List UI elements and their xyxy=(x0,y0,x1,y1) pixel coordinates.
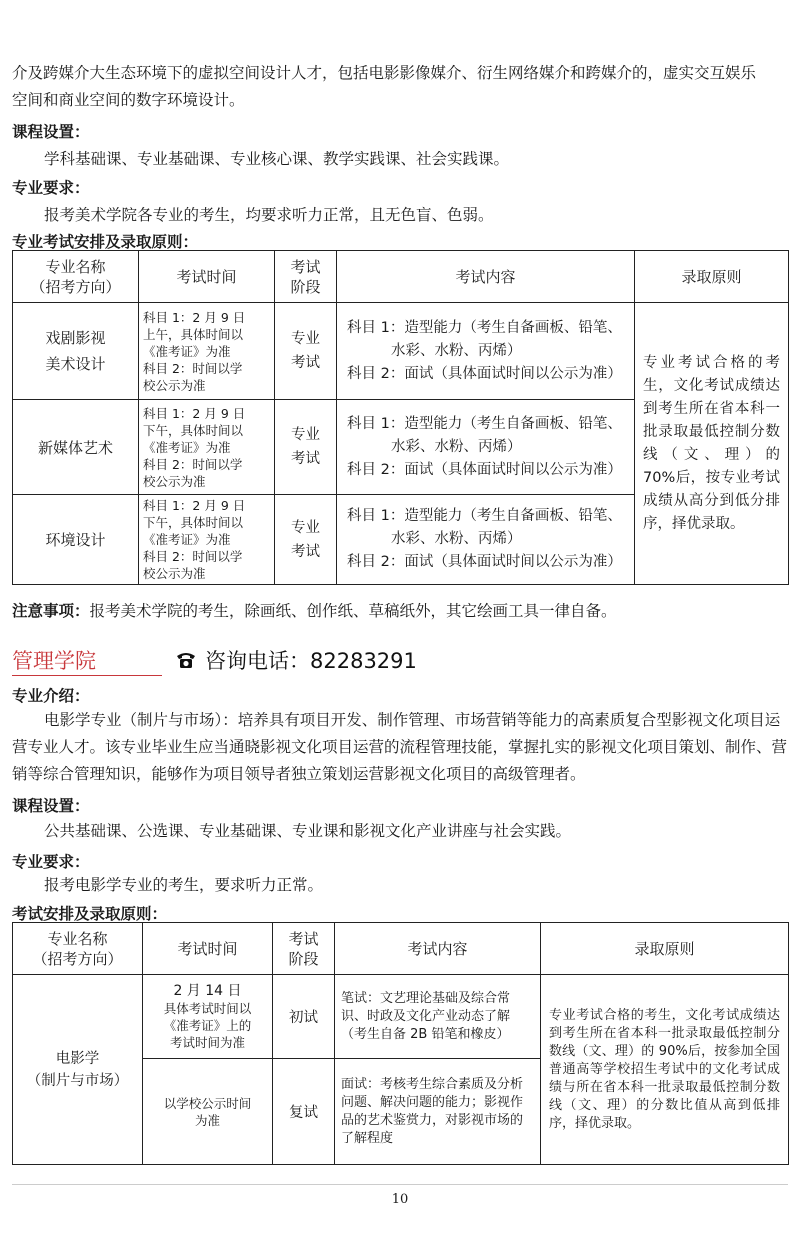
note-paragraph xyxy=(12,598,792,625)
header-time: 考试时间 xyxy=(143,923,273,975)
intro-paragraph xyxy=(12,60,792,114)
content-cell: 笔试：文艺理论基础及综合常识、时政及文化产业动态了解（考生自备 2B 铅笔和橡皮） xyxy=(335,975,541,1059)
phone-label: 咨询电话： xyxy=(205,649,310,673)
time-cell: 以学校公示时间 为准 xyxy=(143,1059,273,1165)
requirement-heading: 专业要求： xyxy=(12,179,90,197)
content-cell: 科目 1：造型能力（考生自备画板、铅笔、 水彩、水粉、丙烯） 科目 2：面试（具体面试时间以公示为准） xyxy=(337,303,635,400)
header-major: 专业名称 （招考方向） xyxy=(13,923,143,975)
course-text: 公共基础课、公选课、专业基础课、专业课和影视文化产业讲座与社会实践。 xyxy=(44,822,572,840)
phone-line xyxy=(175,645,417,675)
intro-heading: 专业介绍： xyxy=(12,687,90,705)
exam-heading: 专业考试安排及录取原则： xyxy=(12,233,199,251)
header-stage: 考试 阶段 xyxy=(273,923,335,975)
time-cell: 2 月 14 日 具体考试时间以 《准考证》上的 考试时间为准 xyxy=(143,975,273,1059)
stage-cell: 初试 xyxy=(273,975,335,1059)
header-major: 专业名称 （招考方向） xyxy=(13,251,139,303)
principle-cell: 专业考试合格的考生，文化考试成绩达到考生所在省本科一批录取最低控制分数线（文、理）的 70%后，按专业考试成绩从高分到低分排序，择优录取。 xyxy=(635,303,789,585)
intro-line: 空间和商业空间的数字环境设计。 xyxy=(12,91,245,109)
department-title: 管理学院 xyxy=(12,649,96,673)
exam-heading: 考试安排及录取原则： xyxy=(12,905,168,923)
time-cell: 科目 1：2 月 9 日 上午，具体时间以 《准考证》为准 科目 2：时间以学 校公示为准 xyxy=(139,303,275,400)
header-stage: 考试 阶段 xyxy=(275,251,337,303)
intro-line: 介及跨媒介大生态环境下的虚拟空间设计人才，包括电影影像媒介、衍生网络媒介和跨媒介的，虚实交互娱乐 xyxy=(12,64,757,82)
table-row xyxy=(13,303,789,400)
page-number: 10 xyxy=(391,1192,409,1207)
stage-cell: 专业 考试 xyxy=(275,400,337,495)
major-cell: 新媒体艺术 xyxy=(13,400,139,495)
content-cell: 科目 1：造型能力（考生自备画板、铅笔、 水彩、水粉、丙烯） 科目 2：面试（具体面试时间以公示为准） xyxy=(337,400,635,495)
requirement-heading: 专业要求： xyxy=(12,853,90,871)
header-principle: 录取原则 xyxy=(635,251,789,303)
footer-rule xyxy=(12,1184,788,1185)
intro-text: 电影学专业（制片与市场）：培养具有项目开发、制作管理、市场营销等能力的高素质复合型影视文化项目运营专业人才。该专业毕业生应当通晓影视文化项目运营的流程管理技能，掌握扎实的影视文化项目策划、制作、营销等综合管理知识，能够作为项目领导者独立策划运营影视文化项目的高级管理者。 xyxy=(12,711,788,783)
stage-cell: 专业 考试 xyxy=(275,495,337,585)
content-cell: 科目 1：造型能力（考生自备画板、铅笔、 水彩、水粉、丙烯） 科目 2：面试（具体面试时间以公示为准） xyxy=(337,495,635,585)
table-header-row xyxy=(13,923,789,975)
telephone-icon xyxy=(175,650,197,670)
exam-table-art xyxy=(12,250,789,585)
time-cell: 科目 1：2 月 9 日 下午，具体时间以 《准考证》为准 科目 2：时间以学 校公示为准 xyxy=(139,400,275,495)
department-underline xyxy=(12,675,162,676)
header-content: 考试内容 xyxy=(337,251,635,303)
course-heading: 课程设置： xyxy=(12,123,90,141)
stage-cell: 专业 考试 xyxy=(275,303,337,400)
header-content: 考试内容 xyxy=(335,923,541,975)
major-cell: 环境设计 xyxy=(13,495,139,585)
principle-cell: 专业考试合格的考生，文化考试成绩达到考生所在省本科一批录取最低控制分数线（文、理）的 90%后，按参加全国普通高等学校招生考试中的文化考试成绩与所在省本科一批录取最低控制分数线（文、理）的分数比值从高到低排序，择优录取。 xyxy=(541,975,789,1165)
phone-number: 82283291 xyxy=(310,649,417,673)
exam-table-management xyxy=(12,922,789,1165)
course-text: 学科基础课、专业基础课、专业核心课、教学实践课、社会实践课。 xyxy=(44,150,510,168)
stage-cell: 复试 xyxy=(273,1059,335,1165)
major-cell: 电影学 （制片与市场） xyxy=(13,975,143,1165)
content-cell: 面试：考核考生综合素质及分析问题、解决问题的能力；影视作品的艺术鉴赏力，对影视市场的了解程度 xyxy=(335,1059,541,1165)
requirement-text: 报考美术学院各专业的考生，均要求听力正常，且无色盲、色弱。 xyxy=(44,206,494,224)
course-heading: 课程设置： xyxy=(12,797,90,815)
table-row xyxy=(13,975,789,1059)
note-text: 报考美术学院的考生，除画纸、创作纸、草稿纸外，其它绘画工具一律自备。 xyxy=(89,602,617,620)
major-cell: 戏剧影视 美术设计 xyxy=(13,303,139,400)
header-time: 考试时间 xyxy=(139,251,275,303)
header-principle: 录取原则 xyxy=(541,923,789,975)
requirement-text: 报考电影学专业的考生，要求听力正常。 xyxy=(44,876,324,894)
note-label: 注意事项： xyxy=(12,602,90,620)
time-cell: 科目 1：2 月 9 日 下午，具体时间以 《准考证》为准 科目 2：时间以学 校公示为准 xyxy=(139,495,275,585)
table-header-row xyxy=(13,251,789,303)
